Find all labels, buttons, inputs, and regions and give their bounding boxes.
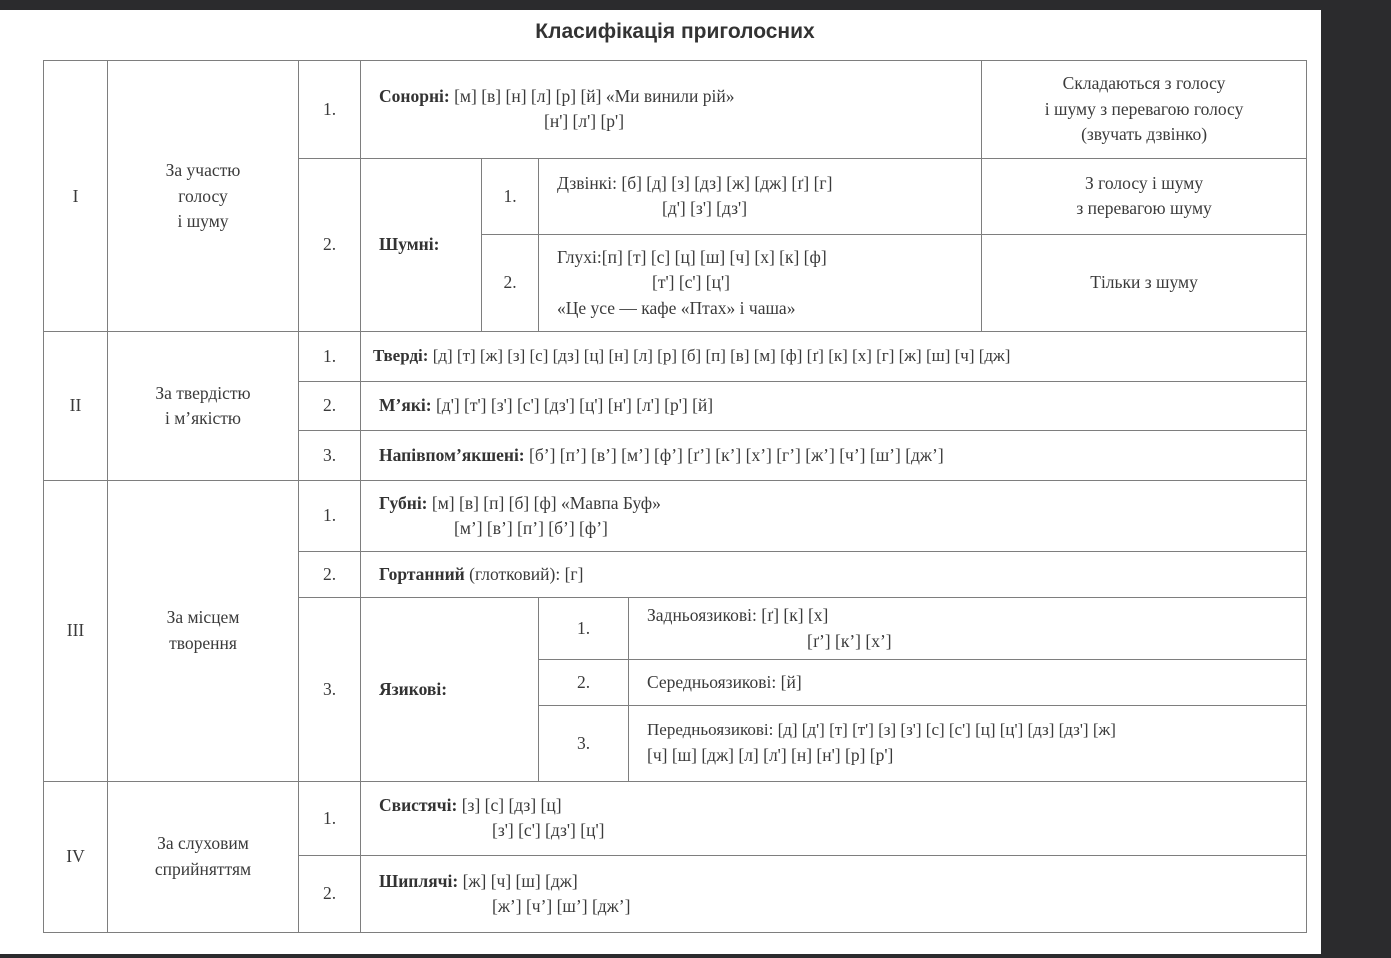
hubni-line2: [м’] [в’] [п’] [б’] [ф’] bbox=[454, 518, 608, 539]
sub-number: 2. bbox=[539, 660, 629, 705]
item-number: 2. bbox=[299, 381, 361, 430]
hortannyi-label: Гортанний bbox=[379, 564, 465, 584]
hortannyi-cell bbox=[361, 552, 1307, 597]
item-number: 1. bbox=[299, 480, 361, 552]
zadnoiazykovi-cell bbox=[629, 597, 1307, 660]
item-number: 1. bbox=[299, 61, 361, 159]
perednoiazykovi-line1: Передньоязикові: [д] [д'] [т] [т'] [з] [з'] [с] [с'] [ц] [ц'] [дз] [дз'] [ж] bbox=[647, 720, 1116, 740]
yazykovi-label: Язикові: bbox=[379, 678, 448, 699]
row-svystiachi bbox=[44, 781, 1307, 856]
group-number-4: IV bbox=[44, 781, 108, 932]
zadnoiazykovi-line1: Задньоязикові: [ґ] [к] [х] bbox=[647, 605, 829, 626]
hubni-line1: [м] [в] [п] [б] [ф] «Мавпа Буф» bbox=[431, 492, 661, 513]
hlukhi-cell bbox=[539, 234, 982, 332]
tverdi-label: Тверді: bbox=[373, 346, 429, 366]
group-number-1: I bbox=[44, 61, 108, 332]
napivpomiakshe-text: [б’] [п’] [в’] [м’] [ф’] [ґ’] [к’] [х’] [г’] [ж’] [ч’] [ш’] [дж’] bbox=[529, 444, 944, 465]
perednoiazykovi-cell bbox=[629, 705, 1307, 781]
sub-number: 3. bbox=[539, 705, 629, 781]
shypliachi-line2: [ж’] [ч’] [ш’] [дж’] bbox=[492, 896, 631, 917]
group-number-3: III bbox=[44, 480, 108, 781]
hlukhi-line2: [т'] [с'] [ц'] bbox=[652, 272, 730, 293]
item-number: 2. bbox=[299, 158, 361, 332]
dzvinki-line1: Дзвінкі: [б] [д] [з] [дз] [ж] [дж] [ґ] [г] bbox=[557, 172, 833, 193]
sonorni-line1: [м] [в] [н] [л] [р] [й] «Ми винили рій» bbox=[454, 86, 735, 107]
dzvinki-line2: [д'] [з'] [дз'] bbox=[662, 198, 748, 219]
group-name-2: За твердістю і м’якістю bbox=[108, 332, 299, 480]
row-hubni bbox=[44, 480, 1307, 552]
tverdi-text: [д] [т] [ж] [з] [с] [дз] [ц] [н] [л] [р] [б] [п] [в] [м] [ф] [ґ] [к] [х] [г] [ж] [ш] [ч] [дж] bbox=[432, 346, 1011, 366]
sonorni-line2: [н'] [л'] [р'] bbox=[544, 111, 625, 132]
svystiachi-line1: [з] [с] [дз] [ц] bbox=[461, 795, 562, 815]
group-name-3: За місцем творення bbox=[108, 480, 299, 781]
shypliachi-label: Шиплячі: bbox=[379, 870, 459, 891]
row-sonorni bbox=[44, 61, 1307, 159]
item-number: 3. bbox=[299, 431, 361, 480]
shypliachi-line1: [ж] [ч] [ш] [дж] bbox=[462, 870, 578, 891]
hortannyi-text: (глотковий): [г] bbox=[464, 564, 584, 584]
svystiachi-line2: [з'] [с'] [дз'] [ц'] bbox=[492, 820, 605, 841]
svystiachi-label: Свистячі: bbox=[379, 795, 458, 815]
shumni-label-cell bbox=[361, 158, 482, 332]
sonorni-label: Сонорні: bbox=[379, 86, 450, 107]
item-number: 1. bbox=[299, 781, 361, 856]
dzvinki-cell bbox=[539, 158, 982, 234]
sub-number: 2. bbox=[482, 234, 539, 332]
item-number: 2. bbox=[299, 856, 361, 933]
hlukhi-line1: Глухі:[п] [т] [с] [ц] [ш] [ч] [х] [к] [ф] bbox=[557, 246, 827, 267]
miaki-cell bbox=[361, 381, 1307, 430]
tverdi-cell bbox=[361, 332, 1307, 381]
napivpomiakshe-label: Напівпом’якшені: bbox=[379, 444, 525, 465]
shumni-label: Шумні: bbox=[379, 234, 440, 255]
hlukhi-line3: «Це усе — кафе «Птах» і чаша» bbox=[557, 297, 796, 318]
dzvinki-note: З голосу і шуму з перевагою шуму bbox=[982, 158, 1307, 234]
svystiachi-cell bbox=[361, 781, 1307, 856]
hubni-label: Губні: bbox=[379, 492, 428, 513]
item-number: 1. bbox=[299, 332, 361, 381]
item-number: 2. bbox=[299, 552, 361, 597]
miaki-label: М’які: bbox=[379, 395, 432, 416]
hlukhi-note: Тільки з шуму bbox=[982, 234, 1307, 332]
group-number-2: II bbox=[44, 332, 108, 480]
napivpomiakshe-cell bbox=[361, 431, 1307, 480]
perednoiazykovi-line2: [ч] [ш] [дж] [л] [л'] [н] [н'] [р] [р'] bbox=[647, 744, 894, 765]
sonorni-note: Складаються з голосу і шуму з перевагою голосу (звучать дзвінко) bbox=[982, 61, 1307, 159]
table-title: Класифікація приголосних bbox=[535, 20, 815, 43]
zadnoiazykovi-line2: [ґ’] [к’] [х’] bbox=[807, 630, 892, 651]
group-name-1: За участю голосу і шуму bbox=[108, 61, 299, 332]
consonants-table bbox=[43, 60, 1307, 933]
serednoiazykovi-cell: Середньоязикові: [й] bbox=[629, 660, 1307, 705]
sonorni-cell bbox=[361, 61, 982, 159]
hubni-cell bbox=[361, 480, 1307, 552]
group-name-4: За слуховим сприйняттям bbox=[108, 781, 299, 932]
sub-number: 1. bbox=[482, 158, 539, 234]
row-tverdi bbox=[44, 332, 1307, 381]
item-number: 3. bbox=[299, 597, 361, 781]
miaki-text: [д'] [т'] [з'] [с'] [дз'] [ц'] [н'] [л'] [р'] [й] bbox=[435, 395, 714, 416]
shypliachi-cell bbox=[361, 856, 1307, 933]
yazykovi-label-cell bbox=[361, 597, 539, 781]
sub-number: 1. bbox=[539, 597, 629, 660]
